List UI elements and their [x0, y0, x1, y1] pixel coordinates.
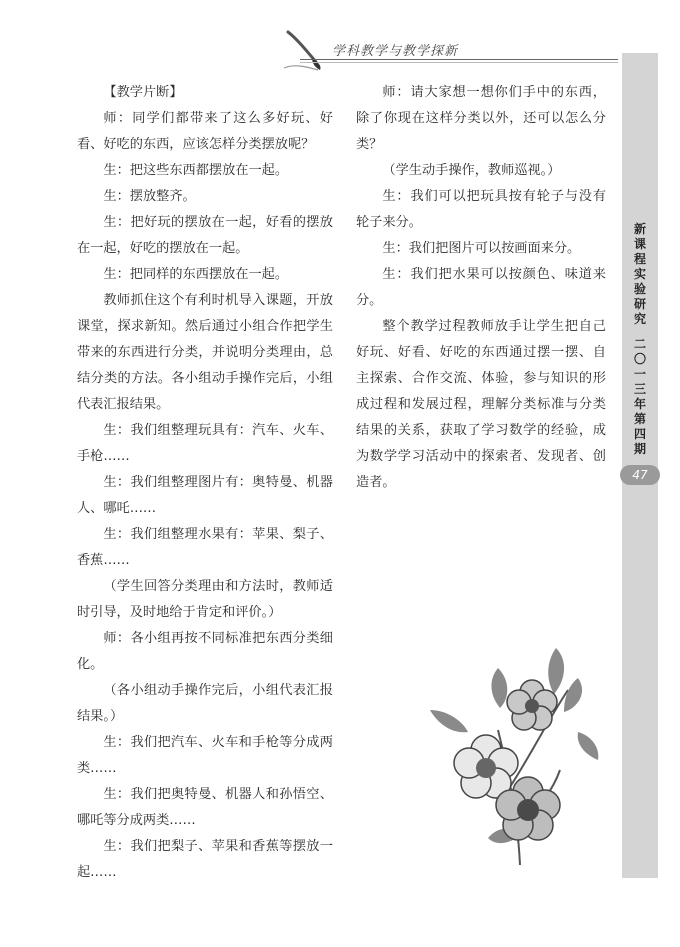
paragraph: 生：我们组整理玩具有：汽车、火车、手枪…… — [77, 423, 333, 464]
side-char: 程 — [633, 252, 646, 266]
paragraph: 生：我们把汽车、火车和手枪等分成两类…… — [77, 735, 333, 776]
paragraph: （学生回答分类理由和方法时，教师适时引导，及时地给于肯定和评价。） — [77, 579, 333, 620]
header-rule — [300, 59, 618, 60]
side-char: 课 — [633, 237, 646, 251]
paragraph: 生：我们组整理图片有：奥特曼、机器人、哪吒…… — [77, 475, 333, 516]
paragraph: 教师抓住这个有利时机导入课题，开放课堂，探求新知。然后通过小组合作把学生带来的东西进行分类，并说明分类理由，总结分类的方法。各小组动手操作完后，小组代表汇报结果。 — [77, 293, 333, 412]
right-column — [356, 80, 606, 496]
side-char: 实 — [633, 267, 646, 281]
header-rule-thin — [300, 62, 618, 63]
paragraph: 生：我们把梨子、苹果和香蕉等摆放一起…… — [77, 839, 333, 880]
paragraph: 生：我们把奥特曼、机器人和孙悟空、哪吒等分成两类…… — [77, 787, 333, 828]
paragraph: 师：请大家想一想你们手中的东西，除了你现在这样分类以外，还可以怎么分类？ — [356, 85, 606, 152]
side-char: 第 — [633, 412, 646, 426]
paragraph: 师：同学们都带来了这么多好玩、好看、好吃的东西，应该怎样分类摆放呢？ — [77, 111, 333, 152]
side-char: 二 — [633, 337, 646, 351]
side-char: 四 — [633, 427, 646, 441]
flower-illustration — [428, 640, 608, 870]
paragraph: 生：我们把图片可以按画面来分。 — [382, 241, 581, 256]
flower-middle — [454, 735, 518, 798]
side-char: 〇 — [633, 352, 646, 366]
paragraph: 生：把好玩的摆放在一起，好看的摆放在一起，好吃的摆放在一起。 — [77, 215, 333, 256]
paragraph: （各小组动手操作完后，小组代表汇报结果。） — [77, 683, 333, 724]
header-title: 学科教学与教学探新 — [332, 44, 459, 59]
paragraph: 师：各小组再按不同标准把东西分类细化。 — [77, 631, 333, 672]
side-label — [630, 222, 650, 457]
side-char: 验 — [633, 282, 646, 296]
section-title: 【教学片断】 — [103, 85, 183, 100]
left-column — [77, 80, 333, 886]
paragraph: 生：我们组整理水果有：苹果、梨子、香蕉…… — [77, 527, 333, 568]
paragraph: 整个教学过程教师放手让学生把自己好玩、好看、好吃的东西通过摆一摆、自主探索、合作交流、体验，参与知识的形成过程和发展过程，理解分类标准与分类结果的关系，获取了学习数学的经验，成为数学学习活动中的探索者、发现者、创造者。 — [356, 319, 606, 490]
paragraph: 生：我们可以把玩具按有轮子与没有轮子来分。 — [356, 189, 606, 230]
page-number: 47 — [620, 465, 660, 485]
paragraph: 生：把这些东西都摆放在一起。 — [103, 163, 289, 178]
side-char: 三 — [633, 382, 646, 396]
paragraph: （学生动手操作，教师巡视。） — [382, 163, 561, 178]
brush-pen-icon — [282, 28, 328, 72]
side-char: 期 — [633, 442, 646, 456]
flower-top — [507, 680, 557, 730]
side-char: 究 — [633, 312, 646, 326]
paragraph: 生：摆放整齐。 — [103, 189, 196, 204]
paragraph: 生：我们把水果可以按颜色、味道来分。 — [356, 267, 606, 308]
side-char: 研 — [633, 297, 646, 311]
paragraph: 生：把同样的东西摆放在一起。 — [103, 267, 289, 282]
side-char: 一 — [633, 367, 646, 381]
side-char: 新 — [633, 222, 646, 236]
side-char: 年 — [633, 397, 646, 411]
